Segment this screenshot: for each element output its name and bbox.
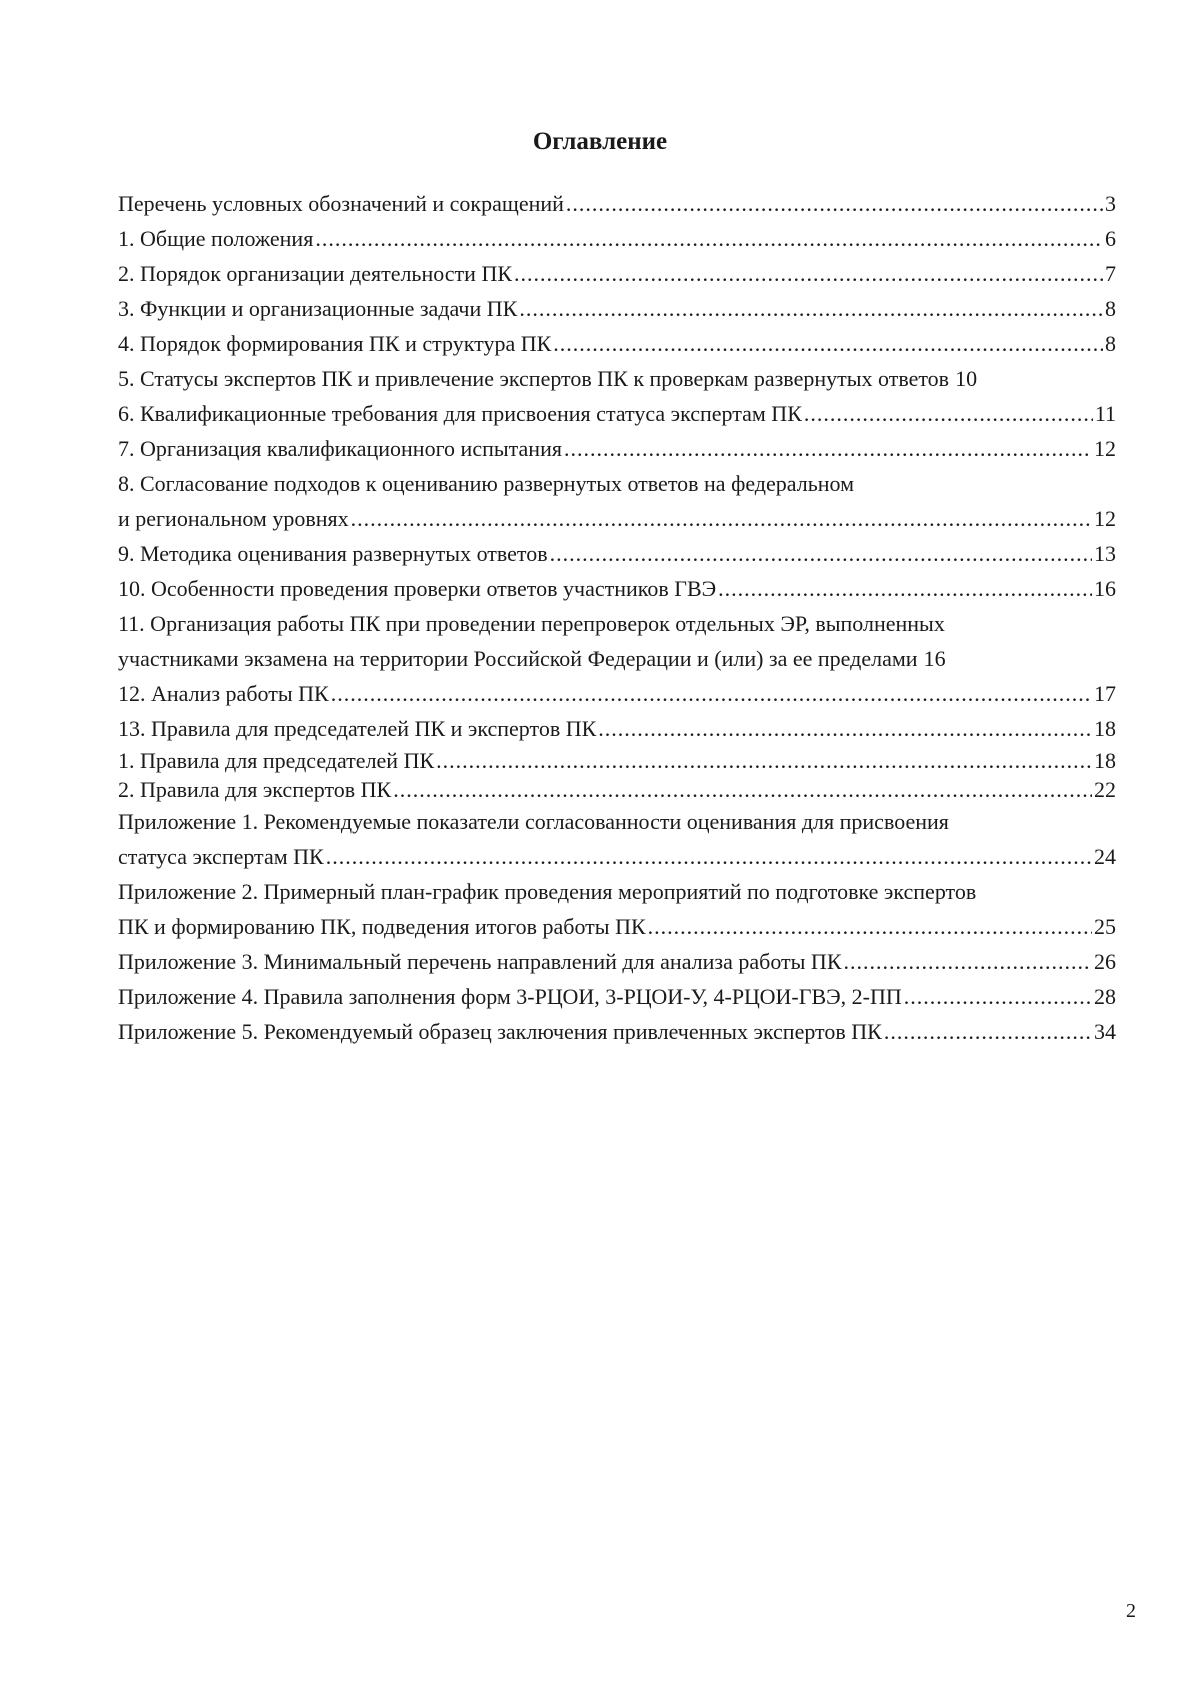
toc-entry-text: и региональном уровнях	[118, 506, 349, 531]
dot-leader	[884, 1014, 1092, 1049]
toc-entry-line	[118, 396, 1172, 431]
table-of-contents	[118, 186, 1172, 1049]
dot-leader	[553, 326, 1103, 361]
dot-leader	[326, 839, 1092, 874]
toc-entry-line	[118, 431, 1172, 466]
toc-entry-text: 9. Методика оценивания развернутых ответов	[118, 541, 548, 566]
dot-leader	[718, 571, 1092, 606]
toc-entry[interactable]	[118, 606, 1172, 676]
dot-leader	[351, 501, 1092, 536]
toc-entry-text: 3. Функции и организационные задачи ПК	[118, 296, 518, 321]
toc-entry-page-number: 16	[1094, 576, 1116, 601]
toc-entry-text: Приложение 2. Примерный план-график проведения мероприятий по подготовке экспертов	[118, 879, 977, 904]
toc-entry-page-number: 25	[1094, 914, 1116, 939]
toc-entry[interactable]	[118, 186, 1172, 221]
toc-entry[interactable]	[118, 396, 1172, 431]
dot-leader	[393, 775, 1092, 804]
toc-entry-text: 2. Правила для экспертов ПК	[118, 777, 392, 802]
toc-entry-line	[118, 874, 1172, 909]
dot-leader	[519, 291, 1103, 326]
toc-entry[interactable]	[118, 361, 1172, 396]
toc-entry-line	[118, 571, 1172, 606]
toc-entry-text: Приложение 1. Рекомендуемые показатели согласованности оценивания для присвоения	[118, 809, 949, 834]
toc-entry[interactable]	[118, 775, 1172, 804]
dot-leader	[514, 256, 1103, 291]
toc-entry-text: 13. Правила для председателей ПК и экспертов ПК	[118, 716, 597, 741]
toc-entry-line	[118, 361, 1172, 396]
dot-leader	[564, 431, 1092, 466]
toc-entry-line	[118, 221, 1172, 256]
toc-entry-line	[118, 979, 1172, 1014]
toc-entry[interactable]	[118, 746, 1172, 775]
toc-entry-page-number: 12	[1094, 506, 1116, 531]
toc-entry[interactable]	[118, 571, 1172, 606]
toc-entry-page-number: 34	[1094, 1019, 1116, 1044]
toc-entry-text: Приложение 3. Минимальный перечень направлений для анализа работы ПК	[118, 949, 842, 974]
toc-entry-line	[118, 676, 1172, 711]
toc-entry[interactable]	[118, 431, 1172, 466]
toc-entry-line	[118, 186, 1172, 221]
toc-entry-page-number: 22	[1094, 777, 1116, 802]
toc-entry-page-number: 10	[955, 366, 978, 391]
toc-entry-text: Перечень условных обозначений и сокращений	[118, 191, 564, 216]
dot-leader	[804, 396, 1093, 431]
toc-entry-line	[118, 606, 1172, 641]
toc-entry[interactable]	[118, 711, 1172, 746]
toc-entry-text: 11. Организация работы ПК при проведении перепроверок отдельных ЭР, выполненных	[118, 611, 945, 636]
toc-entry[interactable]	[118, 536, 1172, 571]
toc-entry-line	[118, 909, 1172, 944]
toc-entry[interactable]	[118, 874, 1172, 944]
toc-entry-text: 1. Правила для председателей ПК	[118, 748, 435, 773]
toc-entry-line	[118, 746, 1172, 775]
toc-entry-line	[118, 536, 1172, 571]
toc-entry-line	[118, 291, 1172, 326]
toc-entry[interactable]	[118, 804, 1172, 874]
toc-entry-line	[118, 256, 1172, 291]
dot-leader	[566, 186, 1103, 221]
toc-entry[interactable]	[118, 944, 1172, 979]
toc-entry-page-number: 7	[1105, 261, 1116, 286]
toc-entry-text: 6. Квалификационные требования для присвоения статуса экспертам ПК	[118, 401, 802, 426]
toc-entry[interactable]	[118, 979, 1172, 1014]
toc-entry-page-number: 16	[923, 646, 946, 671]
toc-entry-page-number: 18	[1094, 748, 1116, 773]
toc-entry-line	[118, 466, 1172, 501]
toc-entry-text: 5. Статусы экспертов ПК и привлечение экспертов ПК к проверкам развернутых ответов	[118, 366, 950, 391]
page-number: 2	[1126, 1600, 1136, 1622]
toc-entry-text: Приложение 4. Правила заполнения форм 3-РЦОИ, 3-РЦОИ-У, 4-РЦОИ-ГВЭ, 2-ПП	[118, 984, 902, 1009]
toc-entry-page-number: 12	[1094, 436, 1116, 461]
page-title: Оглавление	[532, 128, 668, 155]
dot-leader	[436, 746, 1092, 775]
dot-leader	[315, 221, 1103, 256]
toc-entry-text: 1. Общие положения	[118, 226, 314, 251]
toc-entry-text: 7. Организация квалификационного испытания	[118, 436, 562, 461]
toc-entry[interactable]	[118, 291, 1172, 326]
toc-entry-text: 8. Согласование подходов к оцениванию развернутых ответов на федеральном	[118, 471, 855, 496]
dot-leader	[904, 979, 1092, 1014]
toc-entry[interactable]	[118, 676, 1172, 711]
dot-leader	[648, 909, 1092, 944]
toc-entry-page-number: 26	[1094, 949, 1116, 974]
dot-leader	[331, 676, 1092, 711]
toc-entry[interactable]	[118, 221, 1172, 256]
toc-entry-line	[118, 501, 1172, 536]
toc-entry-page-number: 3	[1105, 191, 1116, 216]
toc-entry-text: 10. Особенности проведения проверки ответов участников ГВЭ	[118, 576, 717, 601]
toc-entry-line	[118, 775, 1172, 804]
toc-entry-text: Приложение 5. Рекомендуемый образец заключения привлеченных экспертов ПК	[118, 1019, 882, 1044]
toc-entry-line	[118, 711, 1172, 746]
toc-entry-text: статуса экспертам ПК	[118, 844, 324, 869]
toc-entry-page-number: 24	[1094, 844, 1116, 869]
toc-entry-page-number: 6	[1105, 226, 1116, 251]
toc-entry-page-number: 17	[1094, 681, 1116, 706]
toc-entry-page-number: 13	[1094, 541, 1116, 566]
dot-leader	[844, 944, 1093, 979]
toc-entry-line	[118, 1014, 1172, 1049]
toc-entry-text: участниками экзамена на территории Российской Федерации и (или) за ее пределами	[118, 646, 918, 671]
dot-leader	[550, 536, 1092, 571]
toc-entry[interactable]	[118, 326, 1172, 361]
dot-leader	[598, 711, 1092, 746]
toc-entry-page-number: 8	[1105, 296, 1116, 321]
toc-entry-text: 2. Порядок организации деятельности ПК	[118, 261, 513, 286]
toc-entry-line	[118, 326, 1172, 361]
toc-entry-page-number: 11	[1094, 401, 1116, 426]
toc-entry[interactable]	[118, 466, 1172, 536]
toc-entry[interactable]	[118, 1014, 1172, 1049]
toc-entry-line	[118, 839, 1172, 874]
toc-entry[interactable]	[118, 256, 1172, 291]
toc-entry-text: ПК и формированию ПК, подведения итогов работы ПК	[118, 914, 646, 939]
toc-entry-page-number: 28	[1094, 984, 1116, 1009]
toc-entry-line	[118, 804, 1172, 839]
toc-entry-text: 12. Анализ работы ПК	[118, 681, 329, 706]
toc-entry-page-number: 8	[1105, 331, 1116, 356]
toc-entry-line	[118, 641, 1172, 676]
toc-entry-page-number: 18	[1094, 716, 1116, 741]
toc-entry-line	[118, 944, 1172, 979]
toc-entry-text: 4. Порядок формирования ПК и структура ПК	[118, 331, 552, 356]
